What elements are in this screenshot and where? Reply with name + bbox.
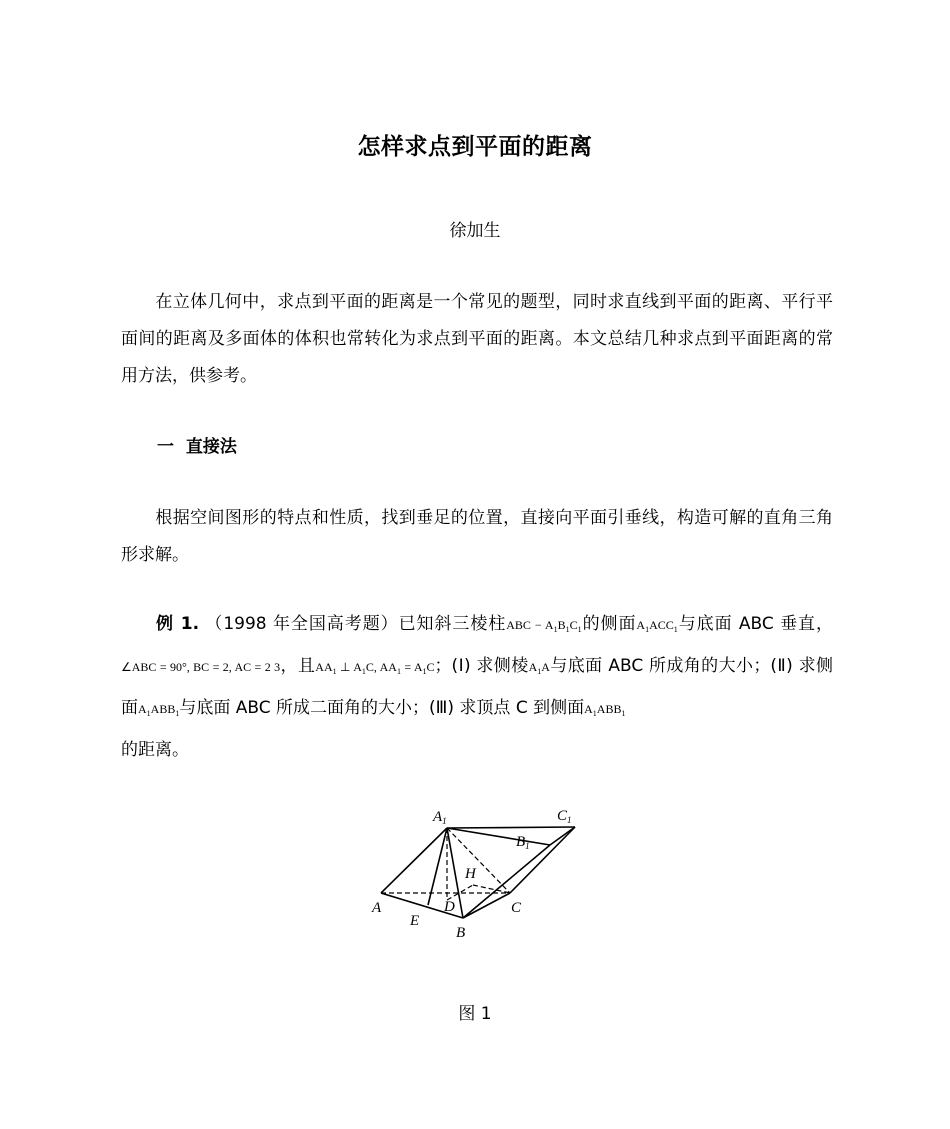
label-d: D [444,899,455,915]
example-text-4: ，且 [280,656,316,676]
math-face1 [636,618,677,632]
edge-b1-b [463,845,550,918]
method-text: 根据空间图形的特点和性质，找到垂足的位置，直接向平面引垂线，构造可解的直角三角形求解。 [121,508,833,565]
edge-h-c [473,885,510,893]
math-edge-b: A [541,660,550,674]
math-prism [506,618,581,632]
section-heading [157,432,237,457]
math-aa: AA [315,660,333,674]
sub-1: 1 [146,709,151,718]
math-edge-a: A [528,660,538,674]
prism-diagram [365,800,585,945]
math-face3-a: A [584,702,593,716]
label-b: B [456,925,466,941]
edge-a1-b1 [447,828,550,845]
math-face2 [138,702,179,716]
sub-1: 1 [673,625,678,634]
label-a: A [372,900,382,916]
example-text-3: 与底面 ABC 垂直， [677,614,833,634]
math-face2-a: A [138,702,147,716]
label-e: E [410,913,420,929]
math-perp-b: C, AA [365,660,397,674]
example-text-5: ；(Ⅰ) 求侧棱 [434,656,529,676]
example-text-7: 与底面 ABC 所成二面角的大小；(Ⅲ) 求顶点 C 到侧面 [179,698,585,718]
sub-1: 1 [175,709,180,718]
example-text-6: 与底面 ABC 所成角的大小；(Ⅱ) 求侧面 [121,656,833,718]
math-eq-a: = A [400,660,423,674]
edge-b-c [463,893,510,918]
sub-1: 1 [361,667,366,676]
example-text-8: 的距离。 [121,740,189,760]
document-title: 怎样求点到平面的距离 [357,134,593,160]
edge-a1-c1 [447,827,575,828]
sub-1: 1 [553,625,558,634]
method-paragraph [121,500,833,574]
math-face3-b: ABB [596,702,622,716]
example-paragraph [121,606,833,769]
label-b1: $B_1$ [516,834,530,851]
sub-1: 1 [332,667,337,676]
math-perp-a: ⊥ A [336,660,362,674]
sub-1: 1 [592,709,597,718]
example-text-2: 的侧面 [581,614,637,634]
sub-1: 1 [396,667,401,676]
label-a1: $A_1$ [433,809,447,826]
figure-caption: 图 1 [458,1004,492,1024]
section-number: 一 [157,437,174,457]
math-prism-a: ABC − A [506,618,554,632]
section-title: 直接法 [185,437,237,457]
intro-paragraph [121,284,833,395]
label-h: H [465,866,476,882]
label-c: C [511,900,522,916]
math-prism-c: C [569,618,578,632]
math-face3 [584,702,625,716]
example-label: 例 1. [155,614,200,634]
math-face1-b: ACC [649,618,674,632]
sub-1: 1 [565,625,570,634]
sub-1: 1 [422,667,427,676]
author-name: 徐加生 [449,221,501,241]
label-c1: $C_1$ [557,808,572,825]
math-face1-a: A [636,618,646,632]
math-prism-b: B [557,618,566,632]
sub-1: 1 [537,667,542,676]
math-eq-b: C [426,660,435,674]
math-perp [315,660,434,674]
math-condition: ∠ABC = 90°, BC = 2, AC = 2 3 [121,660,281,674]
geometry-figure [365,800,585,945]
edge-a1-a [381,828,447,893]
sub-1: 1 [577,625,582,634]
example-text-1: （1998 年全国高考题）已知斜三棱柱 [205,614,507,634]
sub-1: 1 [621,709,626,718]
math-face2-b: ABB [150,702,176,716]
sub-1: 1 [645,625,650,634]
intro-text: 在立体几何中，求点到平面的距离是一个常见的题型，同时求直线到平面的距离、平行平面间的距离及多面体的体积也常转化为求点到平面的距离。本文总结几种求点到平面距离的常用方法，供参考。 [121,292,833,386]
math-edge [529,660,550,674]
